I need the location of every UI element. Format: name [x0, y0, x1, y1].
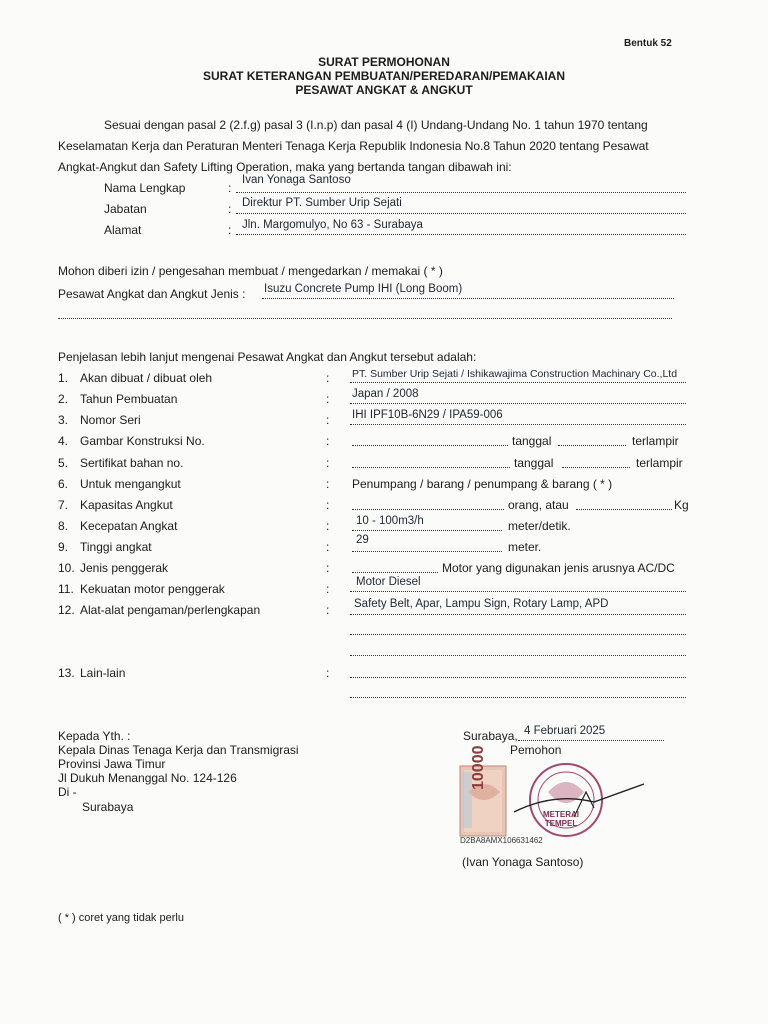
dotted-line — [236, 192, 686, 193]
detail-label-13: Lain-lain — [80, 666, 126, 680]
request-type-label: Pesawat Angkat dan Angkut Jenis : — [58, 287, 246, 301]
dotted-line — [350, 403, 686, 404]
colon: : — [326, 666, 330, 680]
intro-line-1: Sesuai dengan pasal 2 (2.f.g) pasal 3 (I.n.p) dan pasal 4 (I) Undang-Undang No. 1 tahun 1970 tentang — [104, 118, 648, 132]
detail-no-3: 3. — [58, 413, 69, 427]
colon: : — [326, 561, 330, 575]
detail-tanggal-4: tanggal — [512, 434, 552, 448]
colon: : — [326, 371, 330, 385]
detail-label-2: Tahun Pembuatan — [80, 392, 178, 406]
dotted-line — [576, 509, 672, 510]
dotted-line — [236, 234, 686, 235]
dotted-line — [352, 572, 438, 573]
detail-no-12: 12. — [58, 603, 75, 617]
detail-value-2: Japan / 2008 — [352, 388, 419, 400]
dotted-line — [352, 445, 508, 446]
dotted-line — [236, 213, 686, 214]
colon: : — [228, 223, 232, 237]
dotted-line — [558, 445, 626, 446]
detail-value-11: Motor Diesel — [356, 576, 421, 588]
intro-line-2: Keselamatan Kerja dan Peraturan Menteri Tenaga Kerja Republik Indonesia No.8 Tahun 2020 tentang Pesawat — [58, 139, 649, 153]
dotted-line — [352, 509, 504, 510]
detail-no-11: 11. — [58, 582, 74, 596]
signature-role: Pemohon — [510, 743, 562, 757]
request-line: Mohon diberi izin / pengesahan membuat / mengedarkan / memakai ( * ) — [58, 264, 443, 278]
applicant-address-value: Jln. Margomulyo, No 63 - Surabaya — [242, 219, 423, 231]
colon: : — [326, 519, 330, 533]
title-line-3: PESAWAT ANGKAT & ANGKUT — [295, 83, 473, 97]
colon: : — [326, 582, 330, 596]
detail-no-13: 13. — [58, 666, 75, 680]
form-code: Bentuk 52 — [624, 38, 672, 49]
footnote: ( * ) coret yang tidak perlu — [58, 912, 184, 924]
detail-tanggal-5: tanggal — [514, 456, 554, 470]
dotted-line — [352, 467, 510, 468]
addressee-line-3: Provinsi Jawa Timur — [58, 757, 166, 771]
detail-no-6: 6. — [58, 477, 69, 491]
applicant-position-value: Direktur PT. Sumber Urip Sejati — [242, 197, 402, 209]
dotted-line — [350, 382, 686, 383]
dotted-line — [518, 740, 664, 741]
detail-value-3: IHI IPF10B-6N29 / IPA59-006 — [352, 409, 503, 421]
detail-label-4: Gambar Konstruksi No. — [80, 434, 205, 448]
detail-value-12: Safety Belt, Apar, Lampu Sign, Rotary Lamp, APD — [354, 598, 609, 610]
addressee-line-4: Jl Dukuh Menanggal No. 124-126 — [58, 771, 237, 785]
detail-orang-7: orang, atau — [508, 498, 569, 512]
signature-name: (Ivan Yonaga Santoso) — [462, 855, 584, 869]
detail-label-12: Alat-alat pengaman/perlengkapan — [80, 603, 261, 617]
meterai-value: 10000 — [470, 745, 487, 790]
colon: : — [326, 456, 330, 470]
colon: : — [326, 540, 330, 554]
dotted-line — [350, 677, 686, 678]
detail-terlampir-5: terlampir — [636, 456, 683, 470]
detail-no-7: 7. — [58, 498, 69, 512]
addressee-line-5: Di - — [58, 785, 77, 799]
colon: : — [228, 202, 232, 216]
detail-kg-7: Kg — [674, 498, 689, 512]
dotted-line — [58, 318, 672, 319]
detail-label-10: Jenis penggerak — [80, 561, 169, 575]
detail-label-9: Tinggi angkat — [80, 540, 152, 554]
applicant-name-label: Nama Lengkap — [104, 181, 186, 195]
dotted-line — [350, 655, 686, 656]
detail-no-2: 2. — [58, 392, 69, 406]
signature-date: 4 Februari 2025 — [524, 725, 606, 737]
title-line-2: SURAT KETERANGAN PEMBUATAN/PEREDARAN/PEMAKAIAN — [202, 69, 565, 83]
detail-label-7: Kapasitas Angkut — [80, 498, 173, 512]
intro-line-3: Angkat-Angkut dan Safety Lifting Operation, maka yang bertanda tangan dibawah ini: — [58, 160, 512, 174]
detail-no-8: 8. — [58, 519, 69, 533]
dotted-line — [350, 697, 686, 698]
dotted-line — [350, 591, 686, 592]
detail-label-6: Untuk mengangkut — [80, 477, 181, 491]
meterai-text: METERAI TEMPEL — [543, 810, 579, 828]
dotted-line — [262, 298, 674, 299]
colon: : — [326, 603, 330, 617]
detail-label-11: Kekuatan motor penggerak — [80, 582, 225, 596]
detail-value-9: 29 — [356, 534, 369, 546]
colon: : — [228, 181, 232, 195]
detail-suffix-8: meter/detik. — [508, 519, 571, 533]
applicant-name-value: Ivan Yonaga Santoso — [242, 174, 351, 186]
detail-suffix-9: meter. — [508, 540, 542, 554]
colon: : — [326, 477, 330, 491]
detail-label-1: Akan dibuat / dibuat oleh — [80, 371, 213, 385]
addressee-line-6: Surabaya — [82, 800, 134, 814]
detail-no-10: 10. — [58, 561, 75, 575]
dotted-line — [352, 530, 502, 531]
colon: : — [326, 392, 330, 406]
detail-no-9: 9. — [58, 540, 69, 554]
detail-label-3: Nomor Seri — [80, 413, 141, 427]
request-type-value: Isuzu Concrete Pump IHI (Long Boom) — [264, 283, 463, 295]
applicant-address-label: Alamat — [104, 223, 142, 237]
addressee-line-1: Kepada Yth. : — [58, 729, 131, 743]
colon: : — [326, 413, 330, 427]
dotted-line — [350, 424, 686, 425]
dotted-line — [350, 614, 686, 615]
detail-no-1: 1. — [58, 371, 69, 385]
title-line-1: SURAT PERMOHONAN — [318, 55, 450, 69]
detail-value-8: 10 - 100m3/h — [356, 515, 424, 527]
meterai-serial: D2BA8AMX106631462 — [460, 836, 543, 845]
detail-label-5: Sertifikat bahan no. — [80, 456, 184, 470]
detail-terlampir-4: terlampir — [632, 434, 679, 448]
colon: : — [326, 434, 330, 448]
details-intro: Penjelasan lebih lanjut mengenai Pesawat Angkat dan Angkut tersebut adalah: — [58, 350, 477, 364]
dotted-line — [562, 467, 630, 468]
detail-no-5: 5. — [58, 456, 69, 470]
detail-value-1: PT. Sumber Urip Sejati / Ishikawajima Construction Machinary Co.,Ltd — [352, 368, 678, 380]
addressee-line-2: Kepala Dinas Tenaga Kerja dan Transmigrasi — [58, 743, 299, 757]
colon: : — [326, 498, 330, 512]
detail-suffix-10: Motor yang digunakan jenis arusnya AC/DC — [442, 561, 675, 575]
dotted-line — [352, 551, 502, 552]
detail-label-8: Kecepatan Angkat — [80, 519, 178, 533]
signature-place: Surabaya, — [463, 729, 518, 743]
applicant-position-label: Jabatan — [104, 202, 147, 216]
detail-value-6: Penumpang / barang / penumpang & barang ( * ) — [352, 477, 613, 491]
dotted-line — [350, 634, 686, 635]
detail-no-4: 4. — [58, 434, 69, 448]
